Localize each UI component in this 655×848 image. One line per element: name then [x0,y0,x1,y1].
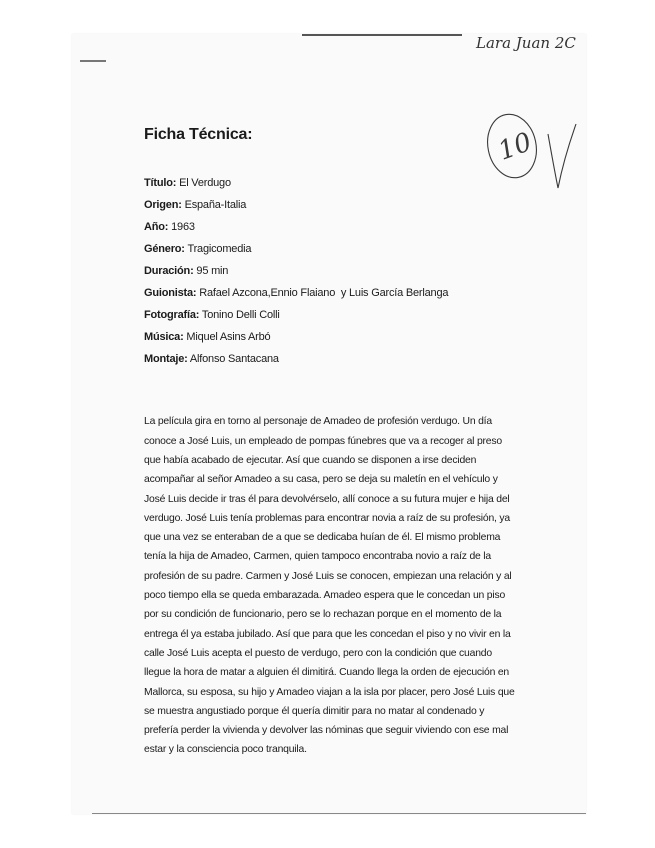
check-mark-icon [548,124,576,188]
technical-specs [144,172,448,370]
spec-label: Año: [144,221,169,233]
document-title: Ficha Técnica: [144,126,253,143]
spec-label: Título: [144,177,177,189]
spec-value: 1963 [171,221,195,233]
spec-row-titulo [144,172,448,194]
spec-row-guionista [144,282,448,304]
synopsis-paragraph: La película gira en torno al personaje de Amadeo de profesión verdugo. Un día conoce a José Luis, un empleado de pompas fúnebres que va a recoger al preso que había acabado de ejecutar. Así que cuando se disponen a irse deciden acompañar al señor Amadeo a su casa, pero se deja su maletín en el vehículo y José Luis decide ir tras él para devolvérselo, allí conoce a su futura mujer e hija del verdugo. José Luis tenía problemas para encontrar novia a raíz de su profesión, ya que una vez se enteraban de a que se dedicaba huían de él. El mismo problema tenía la hija de Amadeo, Carmen, quien tampoco encontraba novio a raíz de la profesión de su padre. Carmen y José Luis se conocen, empiezan una relación y al poco tiempo ella se queda embarazada. Amadeo espera que le concedan un piso por su condición de funcionario, pero se lo rechazan porque en el momento de la entrega él ya estaba jubilado. Así que para que les concedan el piso y no vivir en la calle José Luis acepta el puesto de verdugo, pero con la condición que cuando llegue la hora de matar a alguien él dimitirá. Cuando llega la orden de ejecución en Mallorca, su esposa, su hijo y Amadeo viajan a la isla por placer, pero José Luis que se muestra angustiado porque él quería dimitir para no matar al condenado y prefería perder la vivienda y devolver las nóminas que seguir viviendo con ese mal estar y la consciencia poco tranquila. [144,416,515,756]
spec-row-duracion [144,260,448,282]
spec-row-musica [144,326,448,348]
spec-label: Duración: [144,265,194,277]
spec-value: Rafael Azcona,Ennio Flaiano y Luis García Berlanga [199,287,449,299]
spec-row-genero [144,238,448,260]
document-page [72,34,586,814]
spec-row-fotografia [144,304,448,326]
spec-label: Origen: [144,199,182,211]
page-bottom-edge [92,813,586,814]
spec-value: Alfonso Santacana [189,353,279,365]
spec-label: Fotografía: [144,309,200,321]
spec-label: Guionista: [144,287,197,299]
spec-row-origen [144,194,448,216]
spec-row-ano [144,216,448,238]
spec-value: Tonino Delli Colli [201,309,280,321]
staple-mark [80,60,106,62]
page-top-edge [302,34,462,36]
spec-label: Música: [144,331,184,343]
spec-value: Tragicomedia [187,243,252,255]
spec-value: El Verdugo [179,177,231,189]
handwritten-student-name: Lara Juan 2C [476,34,576,52]
handwritten-grade-mark [480,108,580,218]
spec-label: Género: [144,243,185,255]
spec-value: Miquel Asins Arbó [186,331,271,343]
spec-row-montaje [144,348,448,370]
spec-value: 95 min [196,265,229,277]
grade-number: 10 [494,127,536,167]
spec-value: España-Italia [184,199,247,211]
spec-label: Montaje: [144,353,188,365]
